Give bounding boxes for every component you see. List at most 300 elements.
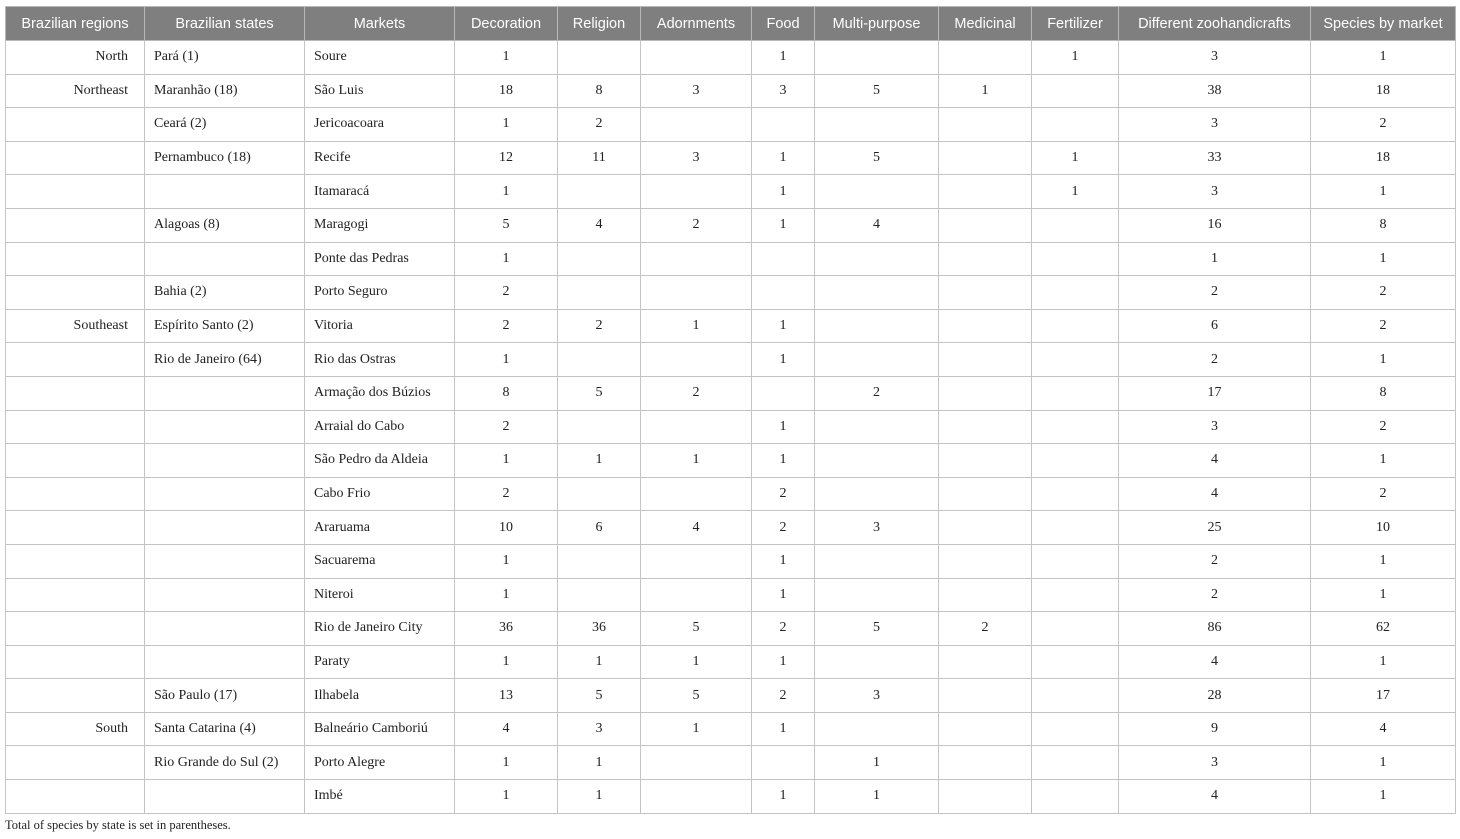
cell-market: Balneário Camboriú <box>305 712 455 746</box>
table-row <box>6 208 1456 242</box>
cell-multi-purpose <box>815 108 939 142</box>
cell-medicinal <box>939 309 1032 343</box>
cell-adornments <box>641 41 752 75</box>
cell-species-by-market: 1 <box>1311 444 1456 478</box>
cell-region <box>6 208 145 242</box>
cell-fertilizer: 1 <box>1032 141 1119 175</box>
cell-species-by-market: 8 <box>1311 376 1456 410</box>
cell-state <box>145 376 305 410</box>
cell-region <box>6 511 145 545</box>
cell-adornments: 1 <box>641 309 752 343</box>
cell-medicinal <box>939 511 1032 545</box>
cell-multi-purpose: 4 <box>815 208 939 242</box>
cell-region <box>6 276 145 310</box>
cell-decoration: 1 <box>455 578 558 612</box>
table-container <box>5 6 1455 814</box>
cell-medicinal <box>939 477 1032 511</box>
cell-multi-purpose <box>815 309 939 343</box>
cell-multi-purpose <box>815 477 939 511</box>
cell-fertilizer <box>1032 444 1119 478</box>
cell-region <box>6 477 145 511</box>
cell-religion: 3 <box>558 712 641 746</box>
cell-multi-purpose <box>815 175 939 209</box>
cell-adornments: 3 <box>641 74 752 108</box>
cell-market: Araruama <box>305 511 455 545</box>
cell-adornments: 2 <box>641 376 752 410</box>
cell-different-zoohandicrafts: 3 <box>1119 410 1311 444</box>
cell-medicinal: 1 <box>939 74 1032 108</box>
cell-multi-purpose <box>815 410 939 444</box>
cell-fertilizer: 1 <box>1032 41 1119 75</box>
cell-medicinal <box>939 746 1032 780</box>
cell-market: Sacuarema <box>305 544 455 578</box>
cell-different-zoohandicrafts: 1 <box>1119 242 1311 276</box>
header-religion: Religion <box>558 7 641 41</box>
cell-fertilizer <box>1032 645 1119 679</box>
cell-medicinal <box>939 578 1032 612</box>
cell-religion: 5 <box>558 376 641 410</box>
cell-medicinal <box>939 208 1032 242</box>
table-row <box>6 645 1456 679</box>
cell-decoration: 8 <box>455 376 558 410</box>
cell-fertilizer <box>1032 612 1119 646</box>
cell-food: 3 <box>752 74 815 108</box>
cell-multi-purpose <box>815 712 939 746</box>
cell-region <box>6 376 145 410</box>
cell-market: Maragogi <box>305 208 455 242</box>
cell-medicinal <box>939 410 1032 444</box>
cell-species-by-market: 1 <box>1311 746 1456 780</box>
cell-food: 2 <box>752 612 815 646</box>
cell-multi-purpose <box>815 544 939 578</box>
cell-market: Paraty <box>305 645 455 679</box>
cell-different-zoohandicrafts: 4 <box>1119 780 1311 814</box>
cell-different-zoohandicrafts: 3 <box>1119 108 1311 142</box>
cell-market: São Luis <box>305 74 455 108</box>
cell-different-zoohandicrafts: 3 <box>1119 746 1311 780</box>
cell-species-by-market: 10 <box>1311 511 1456 545</box>
cell-different-zoohandicrafts: 25 <box>1119 511 1311 545</box>
cell-region <box>6 746 145 780</box>
cell-state <box>145 444 305 478</box>
cell-multi-purpose <box>815 41 939 75</box>
cell-religion <box>558 242 641 276</box>
cell-species-by-market: 18 <box>1311 141 1456 175</box>
cell-religion: 5 <box>558 679 641 713</box>
cell-decoration: 10 <box>455 511 558 545</box>
cell-region <box>6 780 145 814</box>
cell-species-by-market: 2 <box>1311 276 1456 310</box>
cell-different-zoohandicrafts: 4 <box>1119 444 1311 478</box>
table-row <box>6 746 1456 780</box>
cell-state <box>145 242 305 276</box>
cell-religion <box>558 578 641 612</box>
cell-region: Northeast <box>6 74 145 108</box>
cell-adornments <box>641 477 752 511</box>
cell-fertilizer <box>1032 108 1119 142</box>
cell-food <box>752 276 815 310</box>
cell-religion: 11 <box>558 141 641 175</box>
cell-different-zoohandicrafts: 38 <box>1119 74 1311 108</box>
cell-decoration: 2 <box>455 477 558 511</box>
cell-decoration: 1 <box>455 108 558 142</box>
cell-adornments <box>641 108 752 142</box>
cell-decoration: 2 <box>455 309 558 343</box>
cell-different-zoohandicrafts: 2 <box>1119 276 1311 310</box>
header-row <box>6 7 1456 41</box>
cell-fertilizer <box>1032 544 1119 578</box>
cell-multi-purpose <box>815 242 939 276</box>
cell-state <box>145 544 305 578</box>
cell-medicinal: 2 <box>939 612 1032 646</box>
cell-adornments <box>641 746 752 780</box>
cell-state <box>145 612 305 646</box>
cell-state: Rio de Janeiro (64) <box>145 343 305 377</box>
cell-region <box>6 242 145 276</box>
cell-religion: 36 <box>558 612 641 646</box>
cell-species-by-market: 1 <box>1311 780 1456 814</box>
cell-adornments <box>641 410 752 444</box>
cell-state: Alagoas (8) <box>145 208 305 242</box>
table-row <box>6 712 1456 746</box>
cell-species-by-market: 8 <box>1311 208 1456 242</box>
cell-region <box>6 108 145 142</box>
cell-species-by-market: 1 <box>1311 175 1456 209</box>
cell-food: 1 <box>752 645 815 679</box>
cell-medicinal <box>939 444 1032 478</box>
cell-multi-purpose: 5 <box>815 612 939 646</box>
cell-market: Porto Seguro <box>305 276 455 310</box>
cell-fertilizer <box>1032 74 1119 108</box>
cell-decoration: 18 <box>455 74 558 108</box>
table-row <box>6 612 1456 646</box>
cell-species-by-market: 18 <box>1311 74 1456 108</box>
cell-adornments: 5 <box>641 612 752 646</box>
cell-medicinal <box>939 41 1032 75</box>
header-fertilizer: Fertilizer <box>1032 7 1119 41</box>
cell-fertilizer <box>1032 410 1119 444</box>
header-species-by-market: Species by market <box>1311 7 1456 41</box>
cell-market: Rio das Ostras <box>305 343 455 377</box>
cell-food: 2 <box>752 511 815 545</box>
zoohandicrafts-table <box>5 6 1456 814</box>
cell-fertilizer <box>1032 242 1119 276</box>
table-row <box>6 276 1456 310</box>
cell-medicinal <box>939 376 1032 410</box>
cell-medicinal <box>939 343 1032 377</box>
cell-species-by-market: 1 <box>1311 544 1456 578</box>
cell-decoration: 1 <box>455 242 558 276</box>
cell-different-zoohandicrafts: 3 <box>1119 41 1311 75</box>
cell-decoration: 1 <box>455 343 558 377</box>
cell-religion <box>558 410 641 444</box>
cell-food: 1 <box>752 410 815 444</box>
cell-market: Niteroi <box>305 578 455 612</box>
cell-market: Vitoria <box>305 309 455 343</box>
cell-state: Espírito Santo (2) <box>145 309 305 343</box>
cell-fertilizer <box>1032 343 1119 377</box>
cell-decoration: 13 <box>455 679 558 713</box>
cell-adornments: 2 <box>641 208 752 242</box>
cell-different-zoohandicrafts: 2 <box>1119 343 1311 377</box>
cell-adornments <box>641 175 752 209</box>
cell-adornments: 4 <box>641 511 752 545</box>
cell-state: Santa Catarina (4) <box>145 712 305 746</box>
cell-religion <box>558 544 641 578</box>
table-footnote: Total of species by state is set in parentheses. <box>5 818 231 832</box>
cell-multi-purpose: 5 <box>815 74 939 108</box>
cell-species-by-market: 4 <box>1311 712 1456 746</box>
cell-different-zoohandicrafts: 4 <box>1119 645 1311 679</box>
header-decoration: Decoration <box>455 7 558 41</box>
cell-state: São Paulo (17) <box>145 679 305 713</box>
table-body <box>6 41 1456 814</box>
cell-decoration: 5 <box>455 208 558 242</box>
cell-decoration: 1 <box>455 746 558 780</box>
cell-different-zoohandicrafts: 9 <box>1119 712 1311 746</box>
cell-multi-purpose: 2 <box>815 376 939 410</box>
cell-medicinal <box>939 141 1032 175</box>
cell-religion: 1 <box>558 444 641 478</box>
cell-species-by-market: 2 <box>1311 477 1456 511</box>
cell-region <box>6 410 145 444</box>
cell-religion <box>558 41 641 75</box>
cell-market: Imbé <box>305 780 455 814</box>
cell-different-zoohandicrafts: 28 <box>1119 679 1311 713</box>
table-row <box>6 578 1456 612</box>
cell-multi-purpose <box>815 343 939 377</box>
cell-multi-purpose <box>815 578 939 612</box>
cell-religion: 2 <box>558 309 641 343</box>
table-row <box>6 175 1456 209</box>
cell-species-by-market: 1 <box>1311 41 1456 75</box>
header-brazilian-regions: Brazilian regions <box>6 7 145 41</box>
table-row <box>6 410 1456 444</box>
cell-state <box>145 578 305 612</box>
cell-market: Arraial do Cabo <box>305 410 455 444</box>
table-row <box>6 343 1456 377</box>
cell-food <box>752 746 815 780</box>
cell-food: 1 <box>752 343 815 377</box>
cell-medicinal <box>939 780 1032 814</box>
cell-medicinal <box>939 679 1032 713</box>
cell-species-by-market: 2 <box>1311 108 1456 142</box>
cell-different-zoohandicrafts: 2 <box>1119 544 1311 578</box>
cell-region <box>6 141 145 175</box>
cell-religion: 8 <box>558 74 641 108</box>
cell-medicinal <box>939 712 1032 746</box>
cell-fertilizer <box>1032 276 1119 310</box>
cell-state: Rio Grande do Sul (2) <box>145 746 305 780</box>
cell-fertilizer <box>1032 208 1119 242</box>
table-row <box>6 41 1456 75</box>
cell-adornments: 3 <box>641 141 752 175</box>
cell-market: Cabo Frio <box>305 477 455 511</box>
cell-religion: 1 <box>558 645 641 679</box>
cell-species-by-market: 2 <box>1311 410 1456 444</box>
cell-food <box>752 108 815 142</box>
cell-religion <box>558 477 641 511</box>
cell-species-by-market: 1 <box>1311 343 1456 377</box>
table-row <box>6 309 1456 343</box>
cell-state <box>145 175 305 209</box>
cell-different-zoohandicrafts: 17 <box>1119 376 1311 410</box>
cell-region <box>6 612 145 646</box>
table-row <box>6 679 1456 713</box>
cell-multi-purpose <box>815 276 939 310</box>
cell-decoration: 12 <box>455 141 558 175</box>
cell-state: Pernambuco (18) <box>145 141 305 175</box>
cell-species-by-market: 1 <box>1311 242 1456 276</box>
cell-fertilizer <box>1032 746 1119 780</box>
cell-fertilizer <box>1032 309 1119 343</box>
cell-religion <box>558 175 641 209</box>
cell-fertilizer <box>1032 780 1119 814</box>
table-row <box>6 74 1456 108</box>
cell-different-zoohandicrafts: 4 <box>1119 477 1311 511</box>
cell-fertilizer <box>1032 712 1119 746</box>
cell-adornments <box>641 780 752 814</box>
header-different-zoohandicrafts: Different zoohandicrafts <box>1119 7 1311 41</box>
cell-region <box>6 444 145 478</box>
cell-fertilizer <box>1032 679 1119 713</box>
cell-religion: 1 <box>558 780 641 814</box>
cell-market: São Pedro da Aldeia <box>305 444 455 478</box>
cell-fertilizer <box>1032 578 1119 612</box>
cell-medicinal <box>939 108 1032 142</box>
cell-state: Pará (1) <box>145 41 305 75</box>
cell-food: 1 <box>752 175 815 209</box>
cell-species-by-market: 62 <box>1311 612 1456 646</box>
cell-food: 1 <box>752 208 815 242</box>
cell-adornments: 5 <box>641 679 752 713</box>
cell-state <box>145 780 305 814</box>
cell-different-zoohandicrafts: 6 <box>1119 309 1311 343</box>
cell-food <box>752 376 815 410</box>
cell-adornments <box>641 242 752 276</box>
cell-decoration: 1 <box>455 645 558 679</box>
cell-market: Recife <box>305 141 455 175</box>
cell-food: 1 <box>752 444 815 478</box>
cell-religion: 4 <box>558 208 641 242</box>
cell-region <box>6 175 145 209</box>
cell-multi-purpose: 5 <box>815 141 939 175</box>
cell-market: Jericoacoara <box>305 108 455 142</box>
cell-food: 1 <box>752 712 815 746</box>
cell-decoration: 2 <box>455 410 558 444</box>
cell-state <box>145 511 305 545</box>
table-row <box>6 242 1456 276</box>
table-row <box>6 376 1456 410</box>
cell-decoration: 4 <box>455 712 558 746</box>
cell-multi-purpose: 3 <box>815 511 939 545</box>
cell-adornments <box>641 578 752 612</box>
cell-multi-purpose: 1 <box>815 746 939 780</box>
cell-market: Itamaracá <box>305 175 455 209</box>
cell-adornments: 1 <box>641 712 752 746</box>
cell-medicinal <box>939 544 1032 578</box>
cell-different-zoohandicrafts: 2 <box>1119 578 1311 612</box>
cell-religion <box>558 343 641 377</box>
header-medicinal: Medicinal <box>939 7 1032 41</box>
cell-decoration: 1 <box>455 544 558 578</box>
cell-religion: 1 <box>558 746 641 780</box>
cell-medicinal <box>939 175 1032 209</box>
cell-food: 2 <box>752 679 815 713</box>
cell-market: Rio de Janeiro City <box>305 612 455 646</box>
cell-region <box>6 544 145 578</box>
header-brazilian-states: Brazilian states <box>145 7 305 41</box>
cell-state <box>145 410 305 444</box>
cell-medicinal <box>939 645 1032 679</box>
cell-species-by-market: 17 <box>1311 679 1456 713</box>
cell-adornments <box>641 276 752 310</box>
cell-fertilizer <box>1032 511 1119 545</box>
cell-medicinal <box>939 242 1032 276</box>
cell-multi-purpose <box>815 444 939 478</box>
cell-region <box>6 645 145 679</box>
header-adornments: Adornments <box>641 7 752 41</box>
cell-food: 1 <box>752 41 815 75</box>
cell-market: Ponte das Pedras <box>305 242 455 276</box>
cell-region: South <box>6 712 145 746</box>
cell-decoration: 1 <box>455 175 558 209</box>
cell-food: 1 <box>752 544 815 578</box>
cell-market: Porto Alegre <box>305 746 455 780</box>
cell-fertilizer: 1 <box>1032 175 1119 209</box>
cell-decoration: 1 <box>455 444 558 478</box>
cell-region <box>6 343 145 377</box>
cell-food: 1 <box>752 780 815 814</box>
cell-food: 2 <box>752 477 815 511</box>
cell-market: Soure <box>305 41 455 75</box>
cell-region: North <box>6 41 145 75</box>
cell-state: Ceará (2) <box>145 108 305 142</box>
header-food: Food <box>752 7 815 41</box>
cell-food: 1 <box>752 309 815 343</box>
cell-market: Ilhabela <box>305 679 455 713</box>
cell-region: Southeast <box>6 309 145 343</box>
cell-decoration: 2 <box>455 276 558 310</box>
cell-different-zoohandicrafts: 16 <box>1119 208 1311 242</box>
table-row <box>6 511 1456 545</box>
cell-multi-purpose: 1 <box>815 780 939 814</box>
cell-adornments: 1 <box>641 444 752 478</box>
cell-region <box>6 679 145 713</box>
table-row <box>6 444 1456 478</box>
cell-state <box>145 477 305 511</box>
cell-religion: 6 <box>558 511 641 545</box>
cell-multi-purpose <box>815 645 939 679</box>
cell-region <box>6 578 145 612</box>
cell-decoration: 1 <box>455 780 558 814</box>
cell-adornments: 1 <box>641 645 752 679</box>
cell-state: Maranhão (18) <box>145 74 305 108</box>
cell-food: 1 <box>752 141 815 175</box>
cell-market: Armação dos Búzios <box>305 376 455 410</box>
cell-fertilizer <box>1032 376 1119 410</box>
cell-species-by-market: 1 <box>1311 645 1456 679</box>
table-row <box>6 780 1456 814</box>
cell-different-zoohandicrafts: 3 <box>1119 175 1311 209</box>
cell-different-zoohandicrafts: 86 <box>1119 612 1311 646</box>
cell-multi-purpose: 3 <box>815 679 939 713</box>
cell-decoration: 36 <box>455 612 558 646</box>
cell-species-by-market: 1 <box>1311 578 1456 612</box>
cell-species-by-market: 2 <box>1311 309 1456 343</box>
cell-fertilizer <box>1032 477 1119 511</box>
table-row <box>6 544 1456 578</box>
